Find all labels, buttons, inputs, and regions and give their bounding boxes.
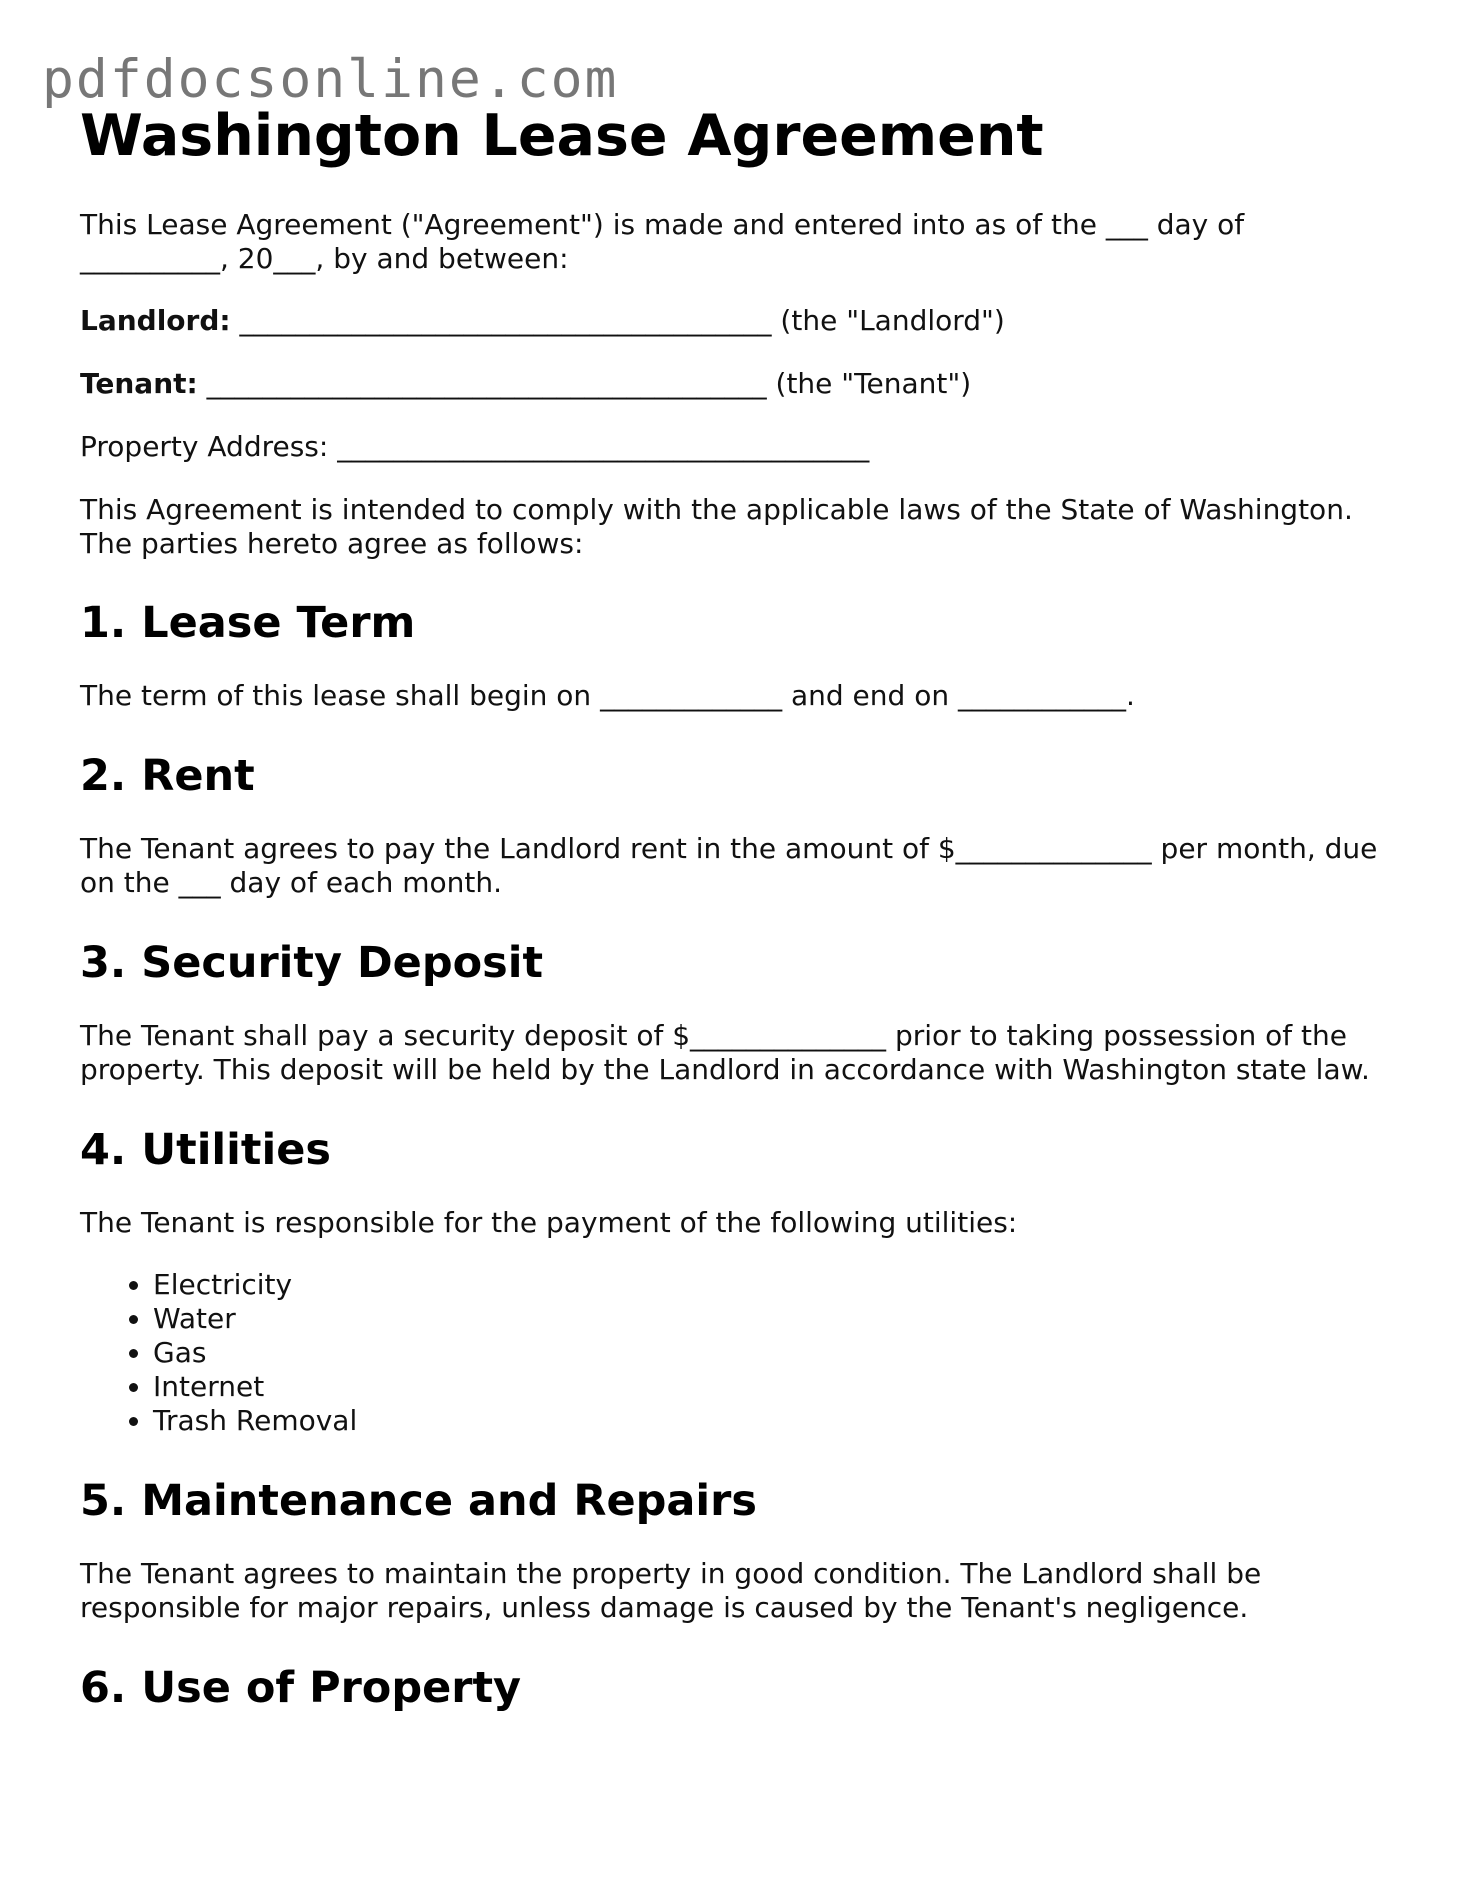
section-body: The term of this lease shall begin on _____________ and end on ____________. (80, 679, 1135, 712)
tenant-label: Tenant: (80, 367, 198, 400)
document-page (80, 96, 1400, 1714)
tenant-field (80, 367, 1400, 401)
list-item: • Trash Removal (153, 1404, 1400, 1438)
list-item: • Internet (153, 1370, 1400, 1404)
section-maintenance (80, 1475, 1400, 1625)
section-heading: 6. Use of Property (80, 1663, 522, 1713)
utilities-list (80, 1268, 1400, 1438)
landlord-field (80, 304, 1400, 338)
compliance-paragraph: This Agreement is intended to comply with the applicable laws of the State of Washington. The parties hereto agree as follows: (80, 493, 1353, 560)
section-body: The Tenant agrees to maintain the property in good condition. The Landlord shall be responsible for major repairs, unless damage is caused by the Tenant's negligence. (80, 1557, 1262, 1624)
section-body: The Tenant shall pay a security deposit of $______________ prior to taking possession of the property. This deposit will be held by the Landlord in accordance with Washington state law. (80, 1019, 1370, 1086)
list-item: • Gas (153, 1336, 1400, 1370)
property-address-field: Property Address: ______________________________________ (80, 430, 870, 463)
section-rent (80, 750, 1400, 900)
section-heading: 5. Maintenance and Repairs (80, 1476, 757, 1526)
section-heading: 3. Security Deposit (80, 938, 544, 988)
document-title: Washington Lease Agreement (80, 103, 1044, 169)
landlord-label: Landlord: (80, 304, 231, 337)
section-body: The Tenant is responsible for the payment of the following utilities: (80, 1206, 1018, 1239)
tenant-suffix: (the "Tenant") (775, 367, 972, 400)
section-lease-term (80, 597, 1400, 713)
section-heading: 2. Rent (80, 751, 255, 801)
list-item: • Water (153, 1302, 1400, 1336)
section-security-deposit (80, 937, 1400, 1087)
intro-paragraph: This Lease Agreement ("Agreement") is made and entered into as of the ___ day of __________, 20___, by and between: (80, 208, 1245, 275)
section-use-of-property (80, 1662, 1400, 1714)
section-heading: 1. Lease Term (80, 598, 416, 648)
tenant-blank: ________________________________________ (197, 367, 776, 400)
watermark: pdfdocsonline.com (42, 49, 619, 110)
landlord-blank: ______________________________________ (230, 304, 781, 337)
landlord-suffix: (the "Landlord") (780, 304, 1005, 337)
section-heading: 4. Utilities (80, 1125, 331, 1175)
list-item: • Electricity (153, 1268, 1400, 1302)
section-body: The Tenant agrees to pay the Landlord rent in the amount of $______________ per month, due on the ___ day of each month. (80, 832, 1378, 899)
section-utilities (80, 1124, 1400, 1438)
